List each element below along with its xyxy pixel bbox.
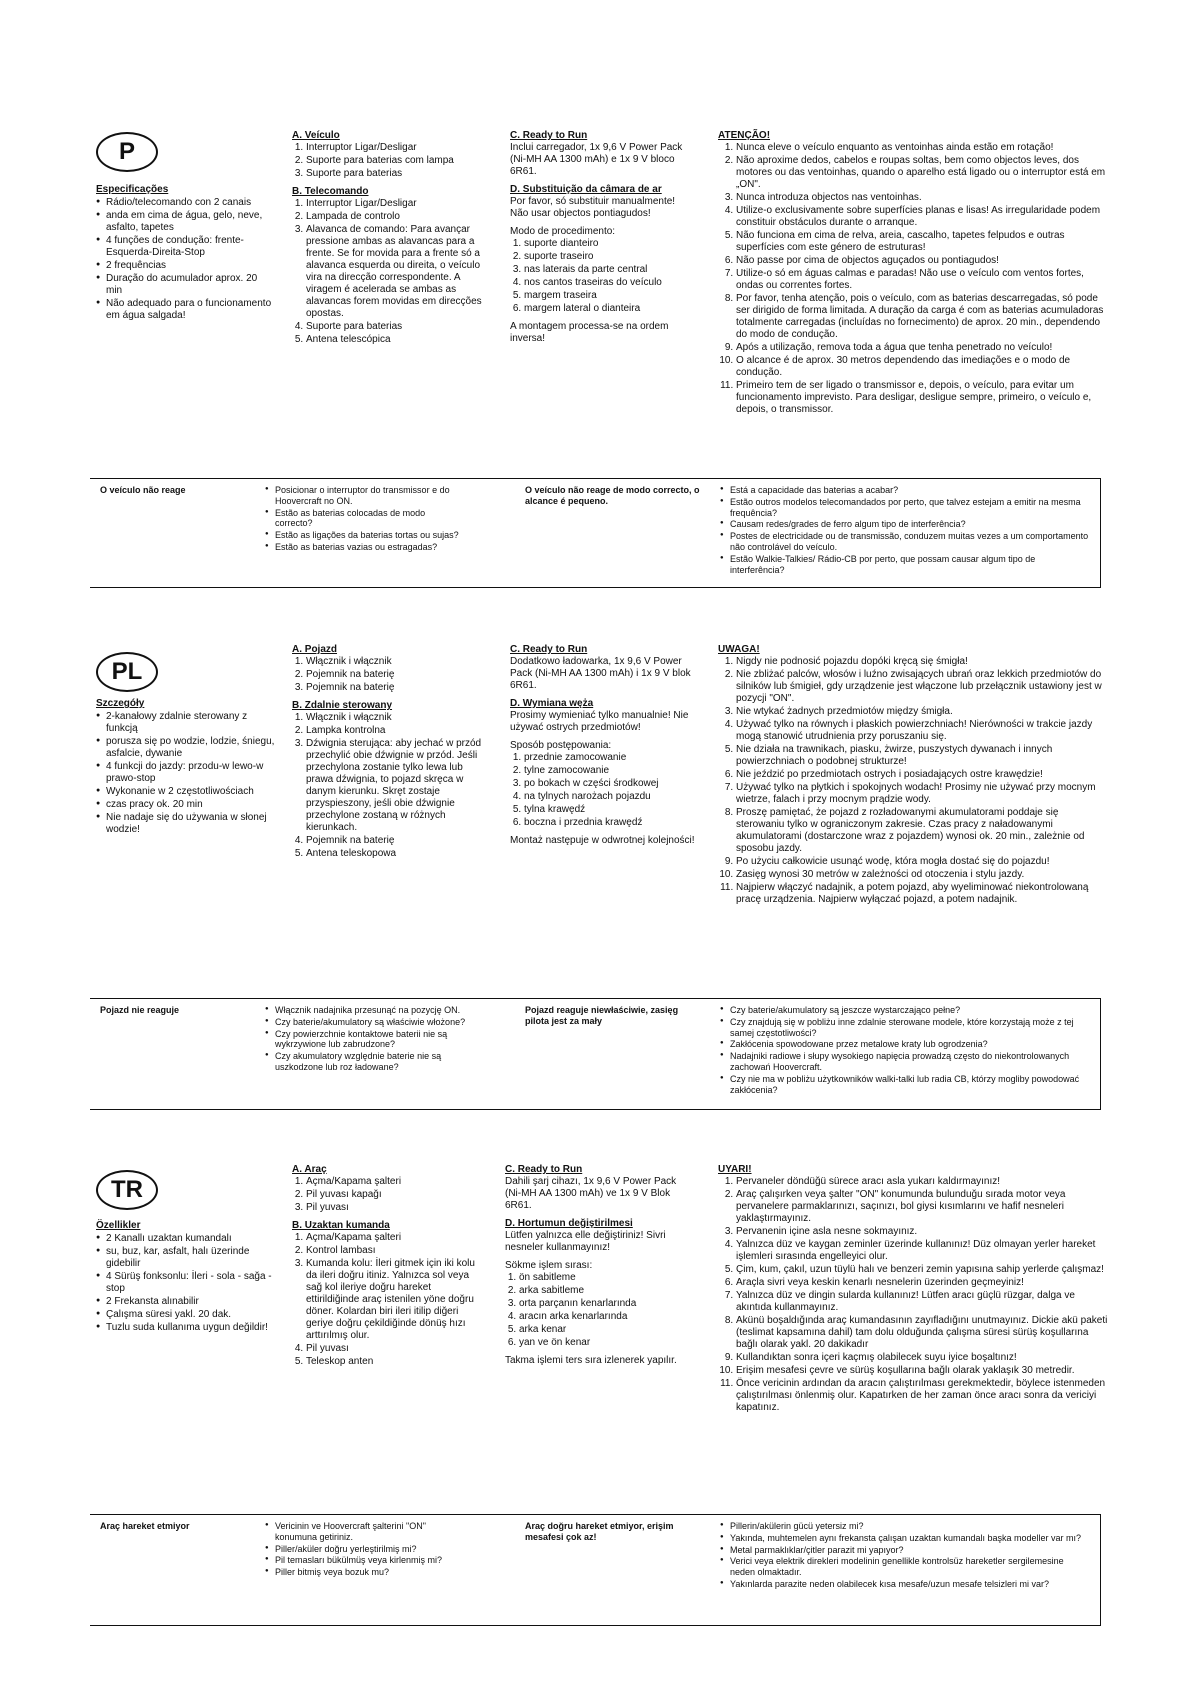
warning-item: 2. Não aproxime dedos, cabelos e roupas soltas, bem como objectos leves, dos motores ou das ventoinhas, quando o aparelho está ligado ou o interruptor está em „ON". [736,155,1108,191]
trouble-item: ● Estão as baterias colocadas de modo correcto? [275,508,465,530]
trouble-item: ● Nadajniki radiowe i słupy wysokiego napięcia prowadzą często do niekontrolowanych zachowań Hoovercraft. [730,1051,1090,1073]
specs-title: Szczegóły [96,698,145,709]
vehicle-part: 3. Pil yuvası [306,1202,482,1214]
warning-item: 1. Nunca eleve o veículo enquanto as ventoinhas ainda estão em rotação! [736,142,1108,154]
procedure-step: 1. suporte dianteiro [524,238,695,250]
procedure-step: 3. po bokach w części środkowej [524,778,695,790]
warning-item: 5. Não funciona em cima de relva, areia, cascalho, tapetes felpudos e outras superfícies com este género de estruturas! [736,230,1108,254]
trouble-item: ● Pillerin/akülerin gücü yetersiz mi? [730,1521,1090,1532]
warning-item: 7. Yalnızca düz ve dingin sularda kullanınız! Lütfen aracı güçlü rüzgar, dalga ve akıntıda kullanmayınız. [736,1290,1108,1314]
trouble-item: ● Czy powierzchnie kontaktowe baterii nie są wykrzywione lub zabrudzone? [275,1029,475,1051]
spec-item: ● Çalışma süresi yakl. 20 dak. [106,1309,276,1321]
procedure-step: 4. aracın arka kenarlarında [519,1311,695,1323]
trouble-item: ● Czy akumulatory względnie baterie nie są uszkodzone lub roz ładowane? [275,1051,475,1073]
procedure-step: 2. tylne zamocowanie [524,765,695,777]
parts-column [292,130,482,352]
procedure-step: 3. nas laterais da parte central [524,264,695,276]
ready-title: C. Ready to Run [510,130,588,141]
warning-column [718,644,1108,907]
spec-item: ● 2-kanałowy zdalnie sterowany z funkcją [106,711,276,735]
trouble-item: ● Yakında, muhtemelen aynı frekansta çalışan uzaktan kumandalı başka modeller var mı? [730,1533,1090,1544]
vehicle-part: 3. Pojemnik na baterię [306,682,482,694]
vehicle-part: 3. Suporte para baterias [306,168,482,180]
warning-item: 9. Kullandıktan sonra içeri kaçmış olabilecek suyu iyice boşaltınız! [736,1352,1108,1364]
warning-title: UWAGA! [718,644,760,655]
tube-text: Lütfen yalnızca elle değiştiriniz! Sivri nesneler kullanmayınız! [505,1230,666,1253]
vehicle-title: A. Pojazd [292,644,338,655]
remote-title: B. Zdalnie sterowany [292,700,393,711]
remote-part: 4. Pojemnik na baterię [306,835,482,847]
tube-title: D. Wymiana węża [510,698,594,709]
warning-title: UYARI! [718,1164,752,1175]
vehicle-part: 1. Interruptor Ligar/Desligar [306,142,482,154]
remote-part: 3. Kumanda kolu: İleri gitmek için iki kolu da ileri doğru itiniz. Yalnızca sol veya sağ kol ileriye doğru hareket ettirildiğinde araç istenilen yöne doğru döner. Kolardan biri ileri itilip diğeri geriye doğru çekildiğinde dönüş hızı arttırılmış olur. [306,1258,482,1342]
trouble-title: Araç doğru hareket etmiyor, erişim mesafesi çok az! [525,1521,674,1542]
warning-title: ATENÇÃO! [718,130,771,141]
procedure-end: Takma işlemi ters sıra izlenerek yapılır. [505,1355,677,1366]
spec-item: ● porusza się po wodzie, lodzie, śniegu, asfalcie, dywanie [106,736,276,760]
warning-item: 1. Pervaneler döndüğü sürece aracı asla yukarı kaldırmayınız! [736,1176,1108,1188]
procedure-step: 5. arka kenar [519,1324,695,1336]
warning-item: 3. Nunca introduza objectos nas ventoinhas. [736,192,1108,204]
warning-column [718,130,1108,417]
trouble-list [720,1005,1090,1096]
trouble-item: ● Postes de electricidade ou de transmissão, conduzem muitas vezes a um comportamento não controlável do veículo. [730,531,1090,553]
trouble-item: ● Yakınlarda parazite neden olabilecek kısa mesafe/uzun mesafe telsizleri mi var? [730,1579,1090,1590]
vehicle-part: 2. Pojemnik na baterię [306,669,482,681]
trouble-item: ● Estão outros modelos telecomandados por perto, que talvez estejam a emitir na mesma frequência? [730,497,1090,519]
spec-item: ● Wykonanie w 2 częstotliwościach [106,786,276,798]
language-badge-tr: TR [96,1170,158,1210]
trouble-item: ● Pil temasları bükülmüş veya kirlenmiş mi? [275,1555,465,1566]
trouble-item: ● Piller bitmiş veya bozuk mu? [275,1567,465,1578]
procedure-step: 6. yan ve ön kenar [519,1337,695,1349]
warning-item: 7. Używać tylko na płytkich i spokojnych wodach! Prosimy nie używać przy mocnym wietrze, falach i przy mocnym prądzie wody. [736,782,1108,806]
vehicle-part: 2. Suporte para baterias com lampa [306,155,482,167]
vehicle-title: A. Araç [292,1164,327,1175]
trouble-item: ● Está a capacidade das baterias a acabar? [730,485,1090,496]
remote-part: 1. Interruptor Ligar/Desligar [306,198,482,210]
warning-item: 11. Önce vericinin ardından da aracın çalıştırılması gerekmektedir, böylece istenmeden çalıştırılması önlenmiş olur. Kapatırken de her zaman önce aracı sonra da vericiyi kapatınız. [736,1378,1108,1414]
spec-item: ● Não adequado para o funcionamento em água salgada! [106,298,276,322]
remote-part: 2. Lampka kontrolna [306,725,482,737]
procedure-step: 5. tylna krawędź [524,804,695,816]
warning-item: 2. Araç çalışırken veya şalter "ON" konumunda bulunduğu sırada motor veya pervanelere parmaklarınızı, saçınızı, bol giysi kısımlarını ve hafif nesneleri yaklaştırmayınız. [736,1189,1108,1225]
remote-title: B. Telecomando [292,186,369,197]
trouble-list [265,485,465,554]
specs-column [96,184,276,323]
ready-column [510,644,695,847]
ready-column [510,130,695,345]
troubleshooting-box-tr [90,1514,1101,1626]
procedure-title: Modo de procedimento: [510,226,616,237]
trouble-item: ● Vericinin ve Hoovercraft şalterini "ON" konumuna getiriniz. [275,1521,465,1543]
warning-column [718,1164,1108,1415]
trouble-title: Pojazd reaguje niewłaściwie, zasięg pilota jest za mały [525,1005,679,1026]
warning-item: 10. Zasięg wynosi 30 metrów w zależności od otoczenia i stylu jazdy. [736,869,1108,881]
warning-item: 8. Por favor, tenha atenção, pois o veículo, com as baterias descarregadas, só pode ser dirigido de forma limitada. A duração da carga é com as baterias acumuladoras totalmente carregadas (incluídas no fornecimento) de aprox. 20 min., dependendo do modo de condução. [736,293,1108,341]
warning-item: 5. Çim, kum, çakıl, uzun tüylü halı ve benzeri zemin yapısına sahip yerlerde çalışmaz! [736,1264,1108,1276]
warning-item: 7. Utilize-o só em águas calmas e paradas! Não use o veículo com ventos fortes, ondas ou correntes fortes. [736,268,1108,292]
procedure-step: 4. nos cantos traseiras do veículo [524,277,695,289]
trouble-item: ● Czy nie ma w pobliżu użytkowników walki-talki lub radia CB, którzy mogliby powodować zakłócenia? [730,1074,1090,1096]
procedure-step: 2. arka sabitleme [519,1285,695,1297]
warning-item: 4. Utilize-o exclusivamente sobre superfícies planas e lisas! As irregularidade podem constituir obstáculos durante o arranque. [736,205,1108,229]
trouble-item: ● Estão Walkie-Talkies/ Rádio-CB por perto, que possam causar algum tipo de interferência? [730,554,1090,576]
warning-item: 9. Po użyciu całkowicie usunąć wodę, która mogła dostać się do pojazdu! [736,856,1108,868]
remote-part: 5. Antena telescópica [306,334,482,346]
trouble-list [265,1005,475,1074]
trouble-item: ● Czy baterie/akumulatory są jeszcze wystarczająco pełne? [730,1005,1090,1016]
spec-item: ● 2 Kanallı uzaktan kumandalı [106,1233,276,1245]
spec-item: ● anda em cima de água, gelo, neve, asfalto, tapetes [106,210,276,234]
spec-item: ● su, buz, kar, asfalt, halı üzerinde gidebilir [106,1246,276,1270]
spec-item: ● Tuzlu suda kullanıma uygun değildir! [106,1322,276,1334]
procedure-step: 5. margem traseira [524,290,695,302]
trouble-item: ● Estão as ligações da baterias tortas ou sujas? [275,530,465,541]
spec-item: ● 4 Sürüş fonksonlu: İleri - sola - sağa - stop [106,1271,276,1295]
warning-item: 4. Używać tylko na równych i płaskich powierzchniach! Nierówności w trakcie jazdy mogą stanowić utrudnienia przy poruszaniu się. [736,719,1108,743]
vehicle-title: A. Veículo [292,130,340,141]
remote-part: 3. Dźwignia sterująca: aby jechać w przód przechylić obie dźwignie w przód. Jeśli przechylona zostanie tylko lewa lub prawa dźwignia, to pojazd skręca w danym kierunku. Skręt zostaje przyspieszony, jeśli obie dźwignie przechylone zostaną w różnych kierunkach. [306,738,482,834]
warning-item: 9. Após a utilização, remova toda a água que tenha penetrado no veículo! [736,342,1108,354]
trouble-list [720,485,1090,576]
remote-part: 5. Antena teleskopowa [306,848,482,860]
warning-item: 11. Najpierw włączyć nadajnik, a potem pojazd, aby wyeliminować niekontrolowaną pracę urządzenia. Najpierw wyłączać pojazd, a potem nadajnik. [736,882,1108,906]
trouble-item: ● Posicionar o interruptor do transmissor e do Hoovercraft no ON. [275,485,465,507]
troubleshooting-box-pl [90,998,1101,1110]
trouble-item: ● Włącznik nadajnika przesunąć na pozycję ON. [275,1005,475,1016]
procedure-step: 4. na tylnych narożach pojazdu [524,791,695,803]
procedure-step: 6. margem lateral o dianteira [524,303,695,315]
spec-item: ● 4 funkcji do jazdy: przodu-w lewo-w prawo-stop [106,761,276,785]
tube-text: Prosimy wymieniać tylko manualnie! Nie używać ostrych przedmiotów! [510,710,689,733]
vehicle-part: 2. Pil yuvası kapağı [306,1189,482,1201]
troubleshooting-box-p [90,478,1101,588]
remote-part: 2. Lampada de controlo [306,211,482,223]
tube-title: D. Hortumun değiştirilmesi [505,1218,633,1229]
tube-title: D. Substituição da câmara de ar [510,184,662,195]
spec-item: ● Nie nadaje się do używania w słonej wodzie! [106,812,276,836]
warning-item: 3. Pervanenin içine asla nesne sokmayınız. [736,1226,1108,1238]
procedure-step: 6. boczna i przednia krawędź [524,817,695,829]
procedure-end: Montaż następuje w odwrotnej kolejności! [510,835,695,846]
trouble-item: ● Zakłócenia spowodowane przez metalowe kraty lub ogrodzenia? [730,1039,1090,1050]
warning-item: 8. Proszę pamiętać, że pojazd z rozładowanymi akumulatorami poddaje się sterowaniu tylko w ograniczonym zakresie. Czas pracy z naładowanymi akumulatorami (dostarczone wraz z pojazdem) wynosi ok. 20 min., zależnie od sposobu jazdy. [736,807,1108,855]
remote-title: B. Uzaktan kumanda [292,1220,390,1231]
ready-text: Dahili şarj cihazı, 1x 9,6 V Power Pack (Ni-MH AA 1300 mAh) ve 1x 9 V Blok 6R61. [505,1176,677,1211]
trouble-title: Araç hareket etmiyor [100,1521,190,1531]
trouble-list [265,1521,465,1579]
remote-part: 1. Włącznik i włącznik [306,712,482,724]
ready-column [505,1164,695,1367]
warning-item: 10. Erişim mesafesi çevre ve sürüş koşullarına bağlı olarak yaklaşık 30 metredir. [736,1365,1108,1377]
trouble-item: ● Czy znajdują się w pobliżu inne zdalnie sterowane modele, które korzystają może z tej samej częstotliwości? [730,1017,1090,1039]
spec-item: ● 2 frequências [106,260,276,272]
procedure-end: A montagem processa-se na ordem inversa! [510,321,669,344]
trouble-title: O veículo não reage [100,485,186,495]
remote-part: 4. Suporte para baterias [306,321,482,333]
trouble-item: ● Verici veya elektrik direkleri modelinin genellikle kontrolsüz hareketler sergilemesine neden olmaktadır. [730,1556,1090,1578]
warning-item: 6. Araçla sivri veya keskin kenarlı nesnelerin üzerinden geçmeyiniz! [736,1277,1108,1289]
warning-item: 4. Yalnızca düz ve kaygan zeminler üzerinde kullanınız! Düz olmayan yerler hareket işlemleri sırasında engelleyici olur. [736,1239,1108,1263]
trouble-item: ● Piller/aküler doğru yerleştirilmiş mi? [275,1544,465,1555]
remote-part: 3. Alavanca de comando: Para avançar pressione ambas as alavancas para a frente. Se for movida para a frente só a alavanca esquerda ou direita, o veículo vira na direcção correspondente. A viragem é acelerada se ambas as alavancas forem movidas em direcções opostas. [306,224,482,320]
language-badge-pl: PL [96,652,158,692]
spec-item: ● Duração do acumulador aprox. 20 min [106,273,276,297]
trouble-title: O veículo não reage de modo correcto, o alcance é pequeno. [525,485,700,506]
procedure-title: Sökme işlem sırası: [505,1260,593,1271]
ready-title: C. Ready to Run [505,1164,583,1175]
vehicle-part: 1. Włącznik i włącznik [306,656,482,668]
warning-item: 11. Primeiro tem de ser ligado o transmissor e, depois, o veículo, para evitar um funcionamento imprevisto. Para desligar, desligue sempre, primeiro, o veículo e, depois, o transmissor. [736,380,1108,416]
parts-column [292,644,482,866]
specs-column [96,698,276,837]
remote-part: 1. Açma/Kapama şalteri [306,1232,482,1244]
warning-item: 3. Nie wtykać żadnych przedmiotów między śmigła. [736,706,1108,718]
vehicle-part: 1. Açma/Kapama şalteri [306,1176,482,1188]
warning-item: 2. Nie zbliżać palców, włosów i luźno zwisających ubrań oraz lekkich przedmiotów do silników lub śmigieł, gdy urządzenie jest włączone lub przełącznik ustawiony jest w pozycji "ON". [736,669,1108,705]
procedure-step: 1. ön sabitleme [519,1272,695,1284]
procedure-step: 2. suporte traseiro [524,251,695,263]
warning-item: 10. O alcance é de aprox. 30 metros dependendo das imediações e o modo de condução. [736,355,1108,379]
ready-text: Inclui carregador, 1x 9,6 V Power Pack (Ni-MH AA 1300 mAh) e 1x 9 V bloco 6R61. [510,142,683,177]
spec-item: ● 4 funções de condução: frente-Esquerda-Direita-Stop [106,235,276,259]
warning-item: 6. Não passe por cima de objectos aguçados ou pontiagudos! [736,255,1108,267]
trouble-title: Pojazd nie reaguje [100,1005,180,1015]
warning-item: 8. Akünü boşaldığında araç kumandasının zayıfladığını unutmayınız. Dickie akü paketi (teslimat kapsamına dahil) tam dolu olduğunda çalışma süresi sürüş koşullarına bağlı olarak yakl. 20 dakikadır [736,1315,1108,1351]
warning-item: 6. Nie jeździć po przedmiotach ostrych i posiadających ostre krawędzie! [736,769,1108,781]
spec-item: ● Rádio/telecomando con 2 canais [106,197,276,209]
ready-text: Dodatkowo ładowarka, 1x 9,6 V Power Pack (Ni-MH AA 1300 mAh) i 1x 9 V blok 6R61. [510,656,691,691]
trouble-item: ● Estão as baterias vazias ou estragadas? [275,542,465,553]
trouble-item: ● Metal parmaklıklar/çitler parazit mi yapıyor? [730,1545,1090,1556]
tube-text: Por favor, só substituir manualmente! Não usar objectos pontiagudos! [510,196,676,219]
remote-part: 5. Teleskop anten [306,1356,482,1368]
specs-column [96,1220,276,1335]
warning-item: 1. Nigdy nie podnosić pojazdu dopóki kręcą się śmigła! [736,656,1108,668]
trouble-list [720,1521,1090,1591]
ready-title: C. Ready to Run [510,644,588,655]
spec-item: ● czas pracy ok. 20 min [106,799,276,811]
warning-item: 5. Nie działa na trawnikach, piasku, żwirze, puszystych dywanach i innych powierzchniach o podobnej strukturze! [736,744,1108,768]
parts-column [292,1164,482,1374]
trouble-item: ● Causam redes/grades de ferro algum tipo de interferência? [730,519,1090,530]
specs-title: Özellikler [96,1220,141,1231]
language-badge-p: P [96,132,158,172]
procedure-step: 3. orta parçanın kenarlarında [519,1298,695,1310]
trouble-item: ● Czy baterie/akumulatory są właściwie włożone? [275,1017,475,1028]
procedure-step: 1. przednie zamocowanie [524,752,695,764]
procedure-title: Sposób postępowania: [510,740,612,751]
spec-item: ● 2 Frekansta alınabilir [106,1296,276,1308]
remote-part: 4. Pil yuvası [306,1343,482,1355]
remote-part: 2. Kontrol lambası [306,1245,482,1257]
specs-title: Especificações [96,184,169,195]
